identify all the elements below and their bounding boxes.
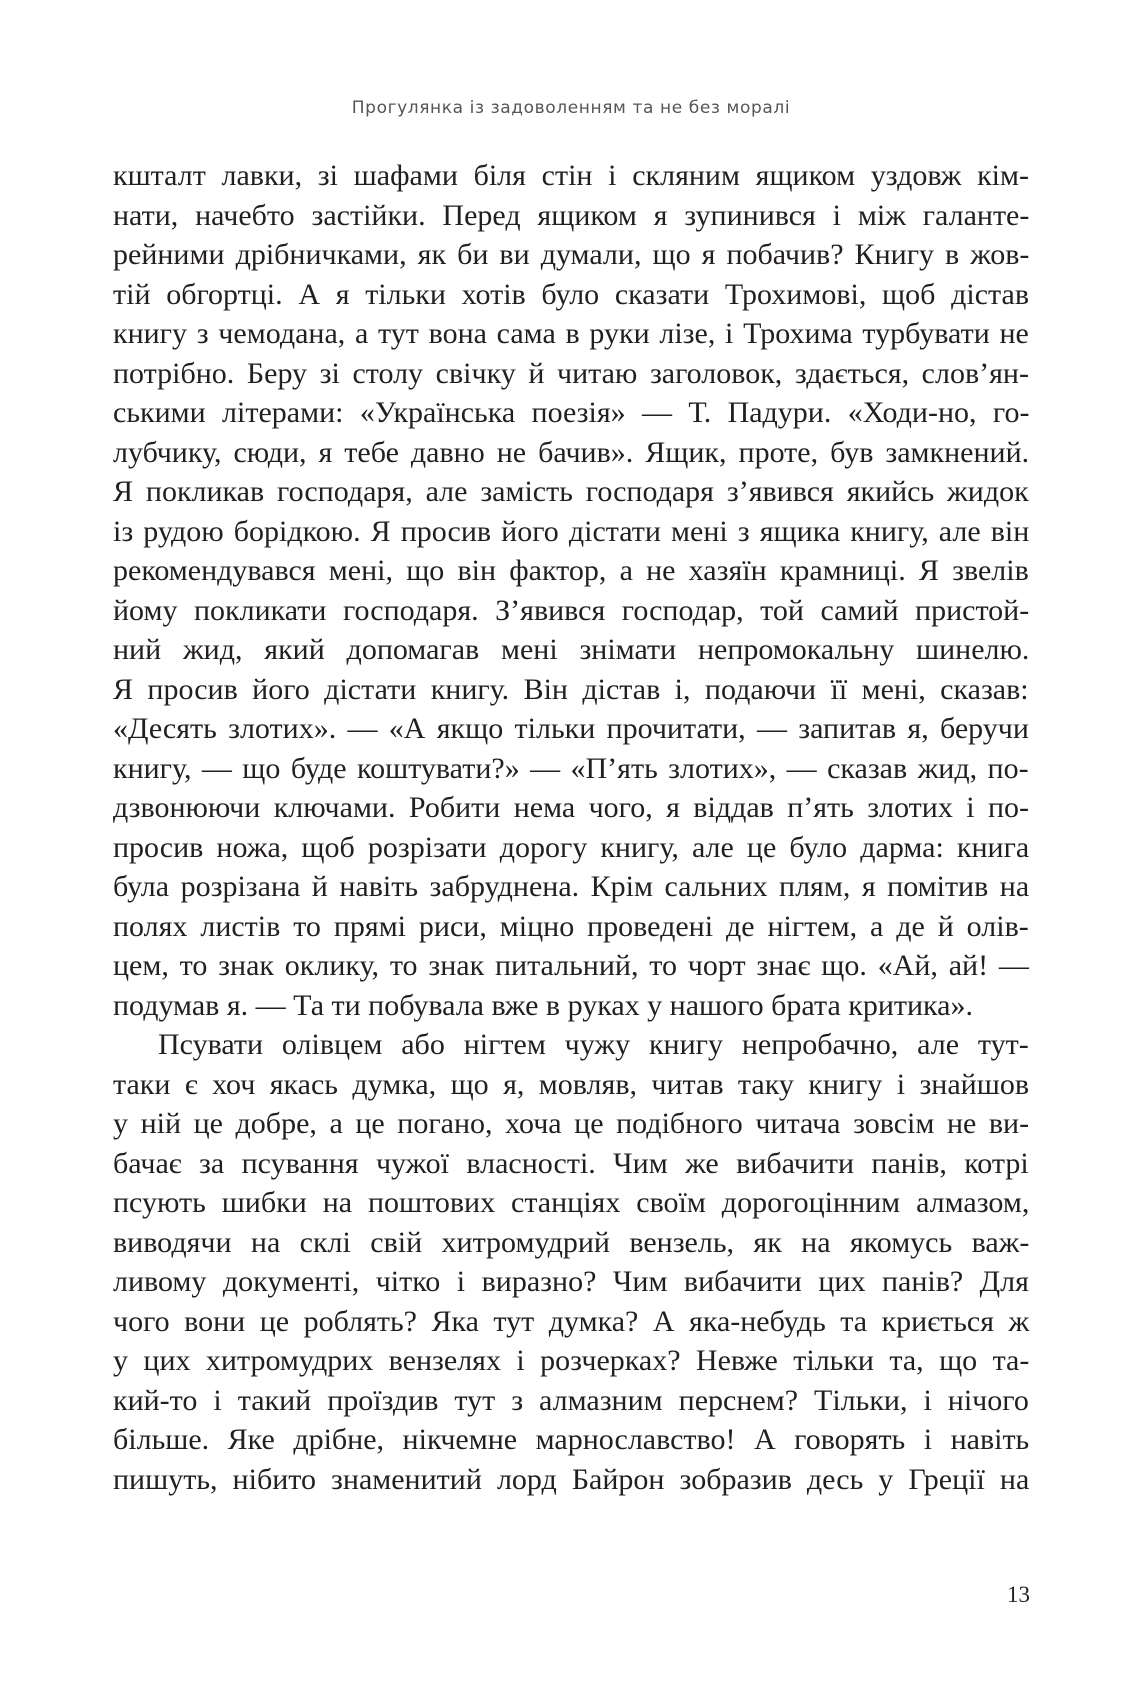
text-line: таки є хоч якась думка, що я, мовляв, читав таку книгу і знайшов bbox=[113, 1067, 1029, 1101]
text-line: йому покликати господаря. З’явився господар, той самий пристой- bbox=[113, 593, 1030, 627]
text-line: більше. Яке дрібне, нікчемне марнославство! А говорять і навіть bbox=[113, 1423, 1030, 1456]
text-line: пишуть, нібито знаменитий лорд Байрон зобразив десь у Греції на bbox=[113, 1462, 1030, 1496]
text-line: ливому документі, чітко і виразно? Чим вибачити цих панів? Для bbox=[113, 1265, 1029, 1298]
text-line: полях листів то прямі риси, міцно проведені де нігтем, а де й олів- bbox=[113, 909, 1029, 943]
text-line: цем, то знак оклику, то знак питальний, то чорт знає що. «Ай, ай! — bbox=[113, 949, 1029, 982]
text-line: дзвонюючи ключами. Робити нема чого, я віддав п’ять злотих і по- bbox=[113, 791, 1030, 824]
text-line: чого вони це роблять? Яка тут думка? А яка-небудь та криється ж bbox=[113, 1304, 1030, 1338]
page-number: 13 bbox=[1007, 1582, 1030, 1607]
text-line: лубчику, сюди, я тебе давно не бачив». Ящик, проте, був замкнений. bbox=[113, 435, 1030, 469]
text-line: потрібно. Беру зі столу свічку й читаю заголовок, здається, слов’ян- bbox=[113, 356, 1029, 390]
text-line: Псувати олівцем або нігтем чужу книгу непробачно, але тут- bbox=[158, 1028, 1029, 1061]
text-line: кшталт лавки, зі шафами біля стін і скляним ящиком уздовж кім- bbox=[113, 159, 1029, 192]
text-line: була розрізана й навіть забруднена. Крім сальних плям, я помітив на bbox=[113, 870, 1030, 903]
text-line: Я покликав господаря, але замість господаря з’явився якийсь жидок bbox=[113, 475, 1029, 508]
text-line: псують шибки на поштових станціях своїм дорогоцінним алмазом, bbox=[113, 1186, 1030, 1219]
text-line: із рудою борідкою. Я просив його дістати мені з ящика книгу, але він bbox=[113, 514, 1030, 548]
text-line: рекомендувався мені, що він фактор, а не хазяїн крамниці. Я звелів bbox=[113, 554, 1029, 587]
text-line: рейними дрібничками, як би ви думали, що я побачив? Книгу в жов- bbox=[113, 238, 1030, 271]
body-text bbox=[113, 156, 1029, 1499]
text-line: тій обгортці. А я тільки хотів було сказати Трохимові, щоб дістав bbox=[113, 277, 1029, 311]
text-line: книгу з чемодана, а тут вона сама в руки лізе, і Трохима турбувати не bbox=[113, 317, 1029, 350]
text-line: у ній це добре, а це погано, хоча це подібного читача зовсім не ви- bbox=[113, 1107, 1030, 1140]
text-line: у цих хитромудрих вензелях і розчерках? Невже тільки та, що та- bbox=[113, 1344, 1030, 1377]
text-line: виводячи на склі свій хитромудрий вензель, як на якомусь важ- bbox=[113, 1225, 1030, 1259]
text-line: Я просив його дістати книгу. Він дістав і, подаючи її мені, сказав: bbox=[113, 672, 1029, 706]
text-line: просив ножа, щоб розрізати дорогу книгу, але це було дарма: книга bbox=[113, 830, 1030, 864]
text-line: подумав я. — Та ти побувала вже в руках у нашого брата критика». bbox=[113, 988, 973, 1022]
running-header: Прогулянка із задоволенням та не без моралі bbox=[351, 98, 791, 118]
text-line: «Десять злотих». — «А якщо тільки прочитати, — запитав я, беручи bbox=[113, 712, 1029, 745]
text-line: нати, начебто застійки. Перед ящиком я зупинився і між галанте- bbox=[113, 198, 1030, 232]
text-line: ний жид, який допомагав мені знімати непромокальну шинелю. bbox=[113, 633, 1030, 666]
text-line: бачає за псування чужої власності. Чим же вибачити панів, котрі bbox=[113, 1146, 1029, 1180]
text-line: книгу, — що буде коштувати?» — «П’ять злотих», — сказав жид, по- bbox=[113, 751, 1029, 785]
text-line: ськими літерами: «Українська поезія» — Т. Падури. «Ходи-но, го- bbox=[113, 396, 1030, 429]
text-line: кий-то і такий проїздив тут з алмазним перснем? Тільки, і нічого bbox=[113, 1383, 1029, 1417]
